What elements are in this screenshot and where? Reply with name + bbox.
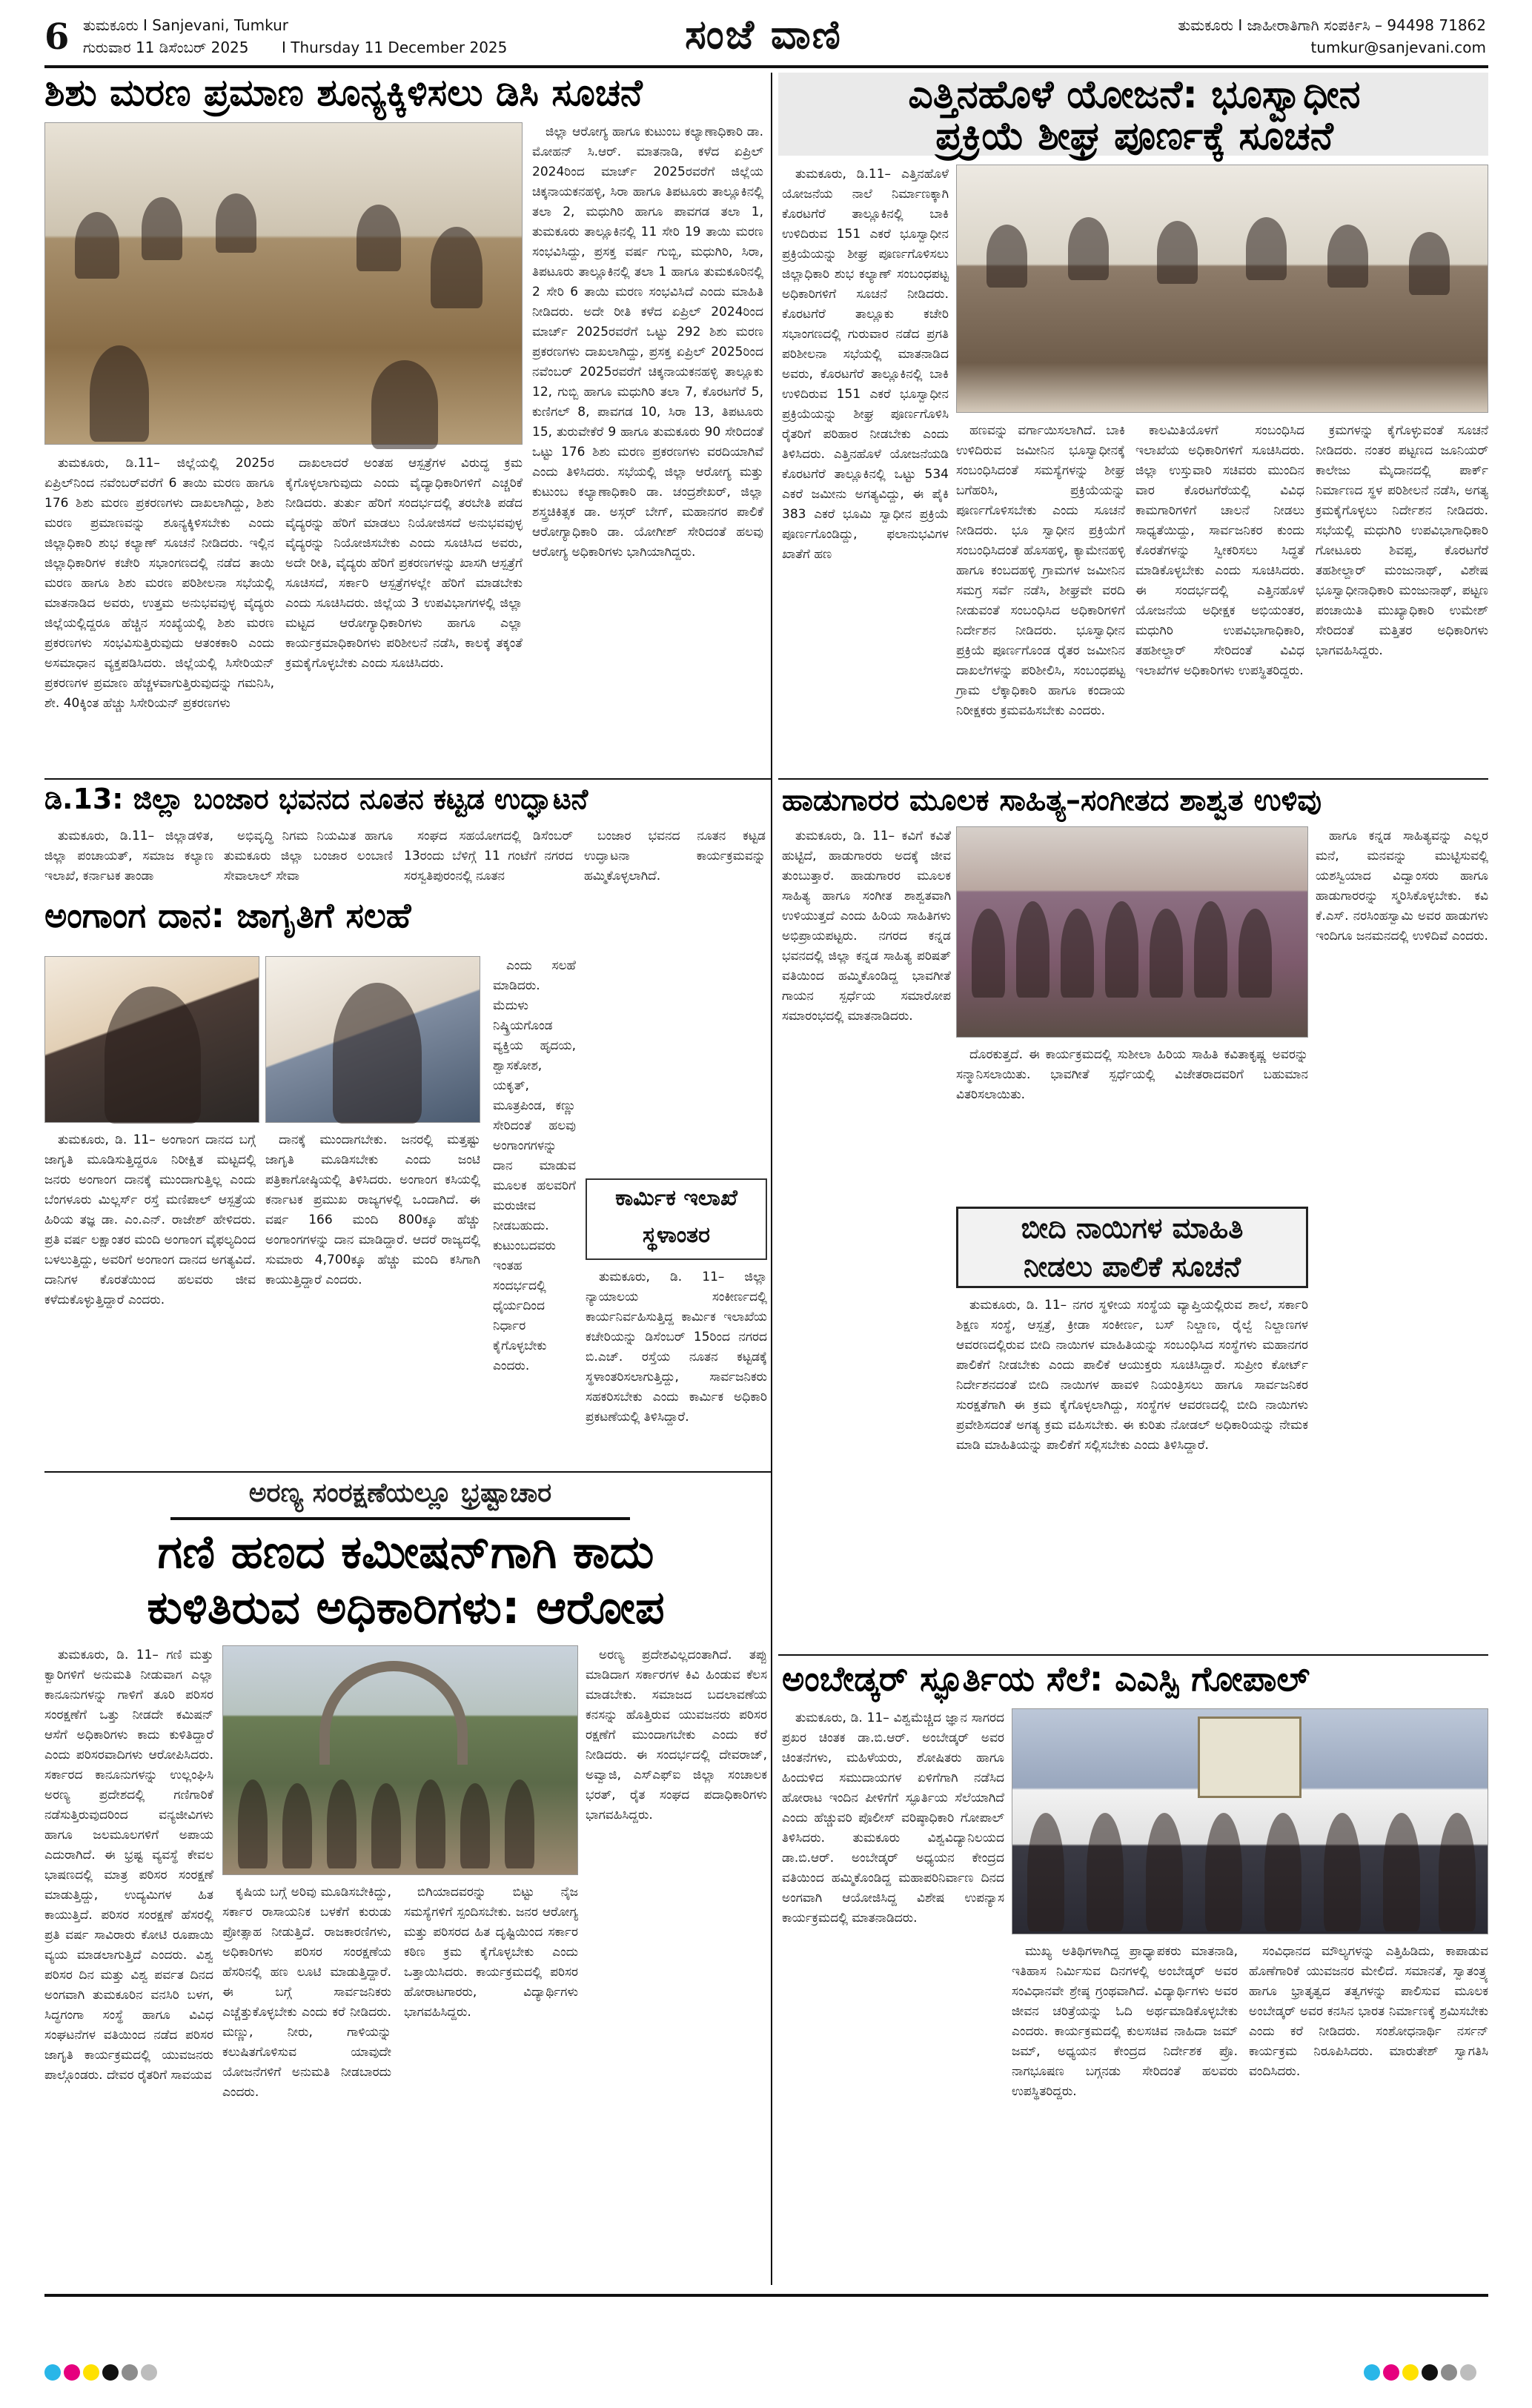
forest-kicker-wrap <box>170 1479 630 1520</box>
doctor-photo-2 <box>265 956 480 1123</box>
karmika-body: ತುಮಕೂರು, ಡಿ. 11– ಜಿಲ್ಲಾ ನ್ಯಾಯಾಲಯ ಸಂಕೀರ್ಣದಲ್ಲಿ ಕಾರ್ಯನಿರ್ವಹಿಸುತ್ತಿದ್ದ ಕಾರ್ಮಿಕ ಇಲಾಖೆಯ ಕಚೇರಿಯನ್ನು ಡಿಸೆಂಬರ್ 15ರಿಂದ ನಗರದ ಬಿ.ಎಚ್. ರಸ್ತೆಯ ನೂತನ ಕಟ್ಟಡಕ್ಕೆ ಸ್ಥಳಾಂತರಿಸಲಾಗುತ್ತಿದ್ದು, ಸಾರ್ವಜನಿಕರು ಸಹಕರಿಸಬೇಕು ಎಂದು ಕಾರ್ಮಿಕ ಅಧಿಕಾರಿ ಪ್ರಕಟಣೆಯಲ್ಲಿ ತಿಳಿಸಿದ್ದಾರೆ. <box>586 1270 767 1424</box>
singers-col2: ದೊರಕುತ್ತದೆ. ಈ ಕಾರ್ಯಕ್ರಮದಲ್ಲಿ ಸುಶೀಲಾ ಹಿರಿಯ ಸಾಹಿತಿ ಕವಿತಾಕೃಷ್ಣ ಅವರನ್ನು ಸನ್ಮಾನಿಸಲಾಯಿತು. ಭಾವಗೀತೆ ಸ್ಪರ್ಧೆಯಲ್ಲಿ ವಿಜೇತರಾದವರಿಗೆ ಬಹುಮಾನ ವಿತರಿಸಲಾಯಿತು. <box>956 1047 1308 1102</box>
meeting-photo <box>44 122 523 445</box>
masthead-rule <box>44 65 1488 68</box>
logo-text: ಸಂಜೆ ವಾಣಿ <box>685 10 842 58</box>
banjara-headline: ಡಿ.13: ಜಿಲ್ಲಾ ಬಂಜಾರ ಭವನದ ನೂತನ ಕಟ್ಟಡ ಉದ್ಘಾಟನೆ <box>44 783 588 815</box>
masthead-right <box>1060 15 1486 36</box>
ad-contact: I ಜಾಹೀರಾತಿಗಾಗಿ ಸಂಪರ್ಕಿಸಿ – 94498 71862 <box>1238 16 1486 34</box>
ettinahole-col2: ಹಣವನ್ನು ವರ್ಗಾಯಿಸಲಾಗಿದೆ. ಬಾಕಿ ಉಳಿದಿರುವ ಜಮೀನಿನ ಭೂಸ್ವಾಧೀನಕ್ಕೆ ಸಂಬಂಧಿಸಿದಂತೆ ಸಮಸ್ಯೆಗಳನ್ನು ಶೀಘ್ರ ಬಗೆಹರಿಸಿ, ಪ್ರಕ್ರಿಯೆಯನ್ನು ಪೂರ್ಣಗೊಳಿಸಬೇಕು ಎಂದು ಸೂಚನೆ ನೀಡಿದರು. ಭೂ ಸ್ವಾಧೀನ ಪ್ರಕ್ರಿಯೆಗೆ ಸಂಬಂಧಿಸಿದಂತೆ ಹೊಸಹಳ್ಳಿ, ಕ್ಯಾಮೇನಹಳ್ಳಿ ಹಾಗೂ ಕಂಬದಹಳ್ಳಿ ಗ್ರಾಮಗಳ ಜಮೀನಿನ ಸಮಗ್ರ ಸರ್ವೆ ನಡೆಸಿ, ಶೀಘ್ರವೇ ವರದಿ ನೀಡುವಂತೆ ಸಂಬಂಧಿಸಿದ ಅಧಿಕಾರಿಗಳಿಗೆ ನಿರ್ದೇಶನ ನೀಡಿದರು. ಭೂಸ್ವಾಧೀನ ಪ್ರಕ್ರಿಯೆ ಪೂರ್ಣಗೊಂಡ ರೈತರ ಜಮೀನಿನ ದಾಖಲೆಗಳನ್ನು ಪರಿಶೀಲಿಸಿ, ಸಂಬಂಧಪಟ್ಟ ಗ್ರಾಮ ಲೆಕ್ಕಾಧಿಕಾರಿ ಹಾಗೂ ಕಂದಾಯ ನಿರೀಕ್ಷಕರು ಕ್ರಮವಹಿಸಬೇಕು ಎಂದರು. <box>956 423 1125 718</box>
infant-col3: ಜಿಲ್ಲಾ ಆರೋಗ್ಯ ಹಾಗೂ ಕುಟುಂಬ ಕಲ್ಯಾಣಾಧಿಕಾರಿ ಡಾ. ಮೋಹನ್ ಸಿ.ಆರ್. ಮಾತನಾಡಿ, ಕಳೆದ ಏಪ್ರಿಲ್ 2024ರಿಂದ ಮಾರ್ಚ್ 2025ರವರೆಗೆ ಜಿಲ್ಲೆಯ ಚಿಕ್ಕನಾಯಕನಹಳ್ಳಿ, ಸಿರಾ ಹಾಗೂ ತಿಪಟೂರು ತಾಲ್ಲೂಕಿನಲ್ಲಿ ತಲಾ 2, ಮಧುಗಿರಿ ಹಾಗೂ ಪಾವಗಡ ತಲಾ 1, ತುಮಕೂರು ತಾಲ್ಲೂಕಿನಲ್ಲಿ 11 ಸೇರಿ 19 ತಾಯಿ ಮರಣ ಸಂಭವಿಸಿದ್ದು, ಪ್ರಸಕ್ತ ವರ್ಷ ಗುಬ್ಬಿ, ಮಧುಗಿರಿ, ಸಿರಾ, ತಿಪಟೂರು ತಾಲ್ಲೂಕಿನಲ್ಲಿ ತಲಾ 1 ಹಾಗೂ ತುಮಕೂರಿನಲ್ಲಿ 2 ಸೇರಿ 6 ತಾಯಿ ಮರಣ ಸಂಭವಿಸಿದೆ ಎಂದು ಮಾಹಿತಿ ನೀಡಿದರು. ಅದೇ ರೀತಿ ಕಳೆದ ಏಪ್ರಿಲ್ 2024ರಿಂದ ಮಾರ್ಚ್ 2025ರವರೆಗೆ ಒಟ್ಟು 292 ಶಿಶು ಮರಣ ಪ್ರಕರಣಗಳು ದಾಖಲಾಗಿದ್ದು, ಪ್ರಸಕ್ತ ಏಪ್ರಿಲ್ 2025ರಿಂದ ನವೆಂಬರ್ 2025ರವರೆಗೆ ಚಿಕ್ಕನಾಯಕನಹಳ್ಳಿ ತಾಲ್ಲೂಕು 12, ಗುಬ್ಬಿ ಹಾಗೂ ಮಧುಗಿರಿ ತಲಾ 7, ಕೊರಟಗೆರೆ 5, ಕುಣಿಗಲ್ 8, ಪಾವಗಡ 10, ಸಿರಾ 13, ತಿಪಟೂರು 15, ತುರುವೇಕೆರೆ 9 ಹಾಗೂ ತುಮಕೂರು 90 ಸೇರಿದಂತೆ ಒಟ್ಟು 176 ಶಿಶು ಮರಣ ಪ್ರಕರಣಗಳು ವರದಿಯಾಗಿವೆ ಎಂದು ತಿಳಿಸಿದರು. ಸಭೆಯಲ್ಲಿ ಜಿಲ್ಲಾ ಆರೋಗ್ಯ ಮತ್ತು ಕುಟುಂಬ ಕಲ್ಯಾಣಾಧಿಕಾರಿ ಡಾ. ಚಂದ್ರಶೇಖರ್, ಜಿಲ್ಲಾ ಶಸ್ತ್ರಚಿಕಿತ್ಸಕ ಡಾ. ಅಸ್ಗರ್ ಬೇಗ್, ಮಹಾನಗರ ಪಾಲಿಕೆ ಆರೋಗ್ಯಾಧಿಕಾರಿ ಡಾ. ಯೋಗೀಶ್ ಸೇರಿದಂತೆ ಹಲವು ಆರೋಗ್ಯ ಅಧಿಕಾರಿಗಳು ಭಾಗಿಯಾಗಿದ್ದರು. <box>532 125 763 560</box>
ambedkar-headline: ಅಂಬೇಡ್ಕರ್ ಸ್ಫೂರ್ತಿಯ ಸೆಲೆ: ಎಎಸ್ಪಿ ಗೋಪಾಲ್ <box>782 1659 1310 1699</box>
organ-col2: ದಾನಕ್ಕೆ ಮುಂದಾಗಬೇಕು. ಜನರಲ್ಲಿ ಮತ್ತಷ್ಟು ಜಾಗೃತಿ ಮೂಡಿಸಬೇಕು ಎಂದು ಜಂಟಿ ಪತ್ರಿಕಾಗೋಷ್ಠಿಯಲ್ಲಿ ತಿಳಿಸಿದರು. ಅಂಗಾಂಗ ಕಸಿಯಲ್ಲಿ ಕರ್ನಾಟಕ ಪ್ರಮುಖ ರಾಜ್ಯಗಳಲ್ಲಿ ಒಂದಾಗಿದೆ. ಈ ವರ್ಷ 166 ಮಂದಿ 800ಕ್ಕೂ ಹೆಚ್ಚು ಅಂಗಾಂಗಗಳನ್ನು ದಾನ ಮಾಡಿದ್ದಾರೆ. ಆದರೆ ರಾಜ್ಯದಲ್ಲಿ ಸುಮಾರು 4,700ಕ್ಕೂ ಹೆಚ್ಚು ಮಂದಿ ಕಸಿಗಾಗಿ ಕಾಯುತ್ತಿದ್ದಾರೆ ಎಂದರು. <box>265 1132 480 1287</box>
karmika-headline-box <box>586 1178 767 1260</box>
infant-headline: ಶಿಶು ಮರಣ ಪ್ರಮಾಣ ಶೂನ್ಯಕ್ಕಿಳಿಸಲು ಡಿಸಿ ಸೂಚನೆ <box>44 71 643 114</box>
rule-ambedkar <box>778 1654 1488 1656</box>
forest-col4: ಅರಣ್ಯ ಪ್ರದೇಶವಿಲ್ಲದಂತಾಗಿದೆ. ತಪ್ಪು ಮಾಡಿದಾಗ ಸರ್ಕಾರಗಳ ಕಿವಿ ಹಿಂಡುವ ಕೆಲಸ ಮಾಡಬೇಕು. ಸಮಾಜದ ಬದಲಾವಣೆಯ ಕನಸನ್ನು ಹೊತ್ತಿರುವ ಯುವಜನರು ಪರಿಸರ ರಕ್ಷಣೆಗೆ ಮುಂದಾಗಬೇಕು ಎಂದು ಕರೆ ನೀಡಿದರು. ಈ ಸಂದರ್ಭದಲ್ಲಿ ದೇವರಾಜ್, ಅವ್ವಾಜಿ, ಎಸ್‌ಎಫ್‌ಐ ಜಿಲ್ಲಾ ಸಂಚಾಲಕ ಭರತ್, ರೈತ ಸಂಘದ ಪದಾಧಿಕಾರಿಗಳು ಭಾಗವಹಿಸಿದ್ದರು. <box>586 1648 767 1822</box>
edition: I Sanjevani, Tumkur <box>143 16 289 34</box>
organ-col3: ಎಂದು ಸಲಹೆ ಮಾಡಿದರು. ಮೆದುಳು ನಿಷ್ಕ್ರಿಯಗೊಂಡ ವ್ಯಕ್ತಿಯ ಹೃದಯ, ಶ್ವಾಸಕೋಶ, ಯಕೃತ್, ಮೂತ್ರಪಿಂಡ, ಕಣ್ಣು ಸೇರಿದಂತೆ ಹಲವು ಅಂಗಾಂಗಗಳನ್ನು ದಾನ ಮಾಡುವ ಮೂಲಕ ಹಲವರಿಗೆ ಮರುಜೀವ ನೀಡಬಹುದು. ಕುಟುಂಬದವರು ಇಂತಹ ಸಂದರ್ಭದಲ್ಲಿ ಧೈರ್ಯದಿಂದ ನಿರ್ಧಾರ ಕೈಗೊಳ್ಳಬೇಕು ಎಂದರು. <box>493 958 576 1373</box>
newspaper-logo <box>563 10 964 62</box>
ettinahole-col3: ಕಾಲಮಿತಿಯೊಳಗೆ ಸಂಬಂಧಿಸಿದ ಇಲಾಖೆಯ ಅಧಿಕಾರಿಗಳಿಗೆ ಸೂಚಿಸಿದರು. ಜಿಲ್ಲಾ ಉಸ್ತುವಾರಿ ಸಚಿವರು ಮುಂದಿನ ವಾರ ಕೊರಟಗೆರೆಯಲ್ಲಿ ವಿವಿಧ ಕಾಮಗಾರಿಗಳಿಗೆ ಚಾಲನೆ ನೀಡಲು ಸಾಧ್ಯತೆಯಿದ್ದು, ಸಾರ್ವಜನಿಕರ ಕುಂದು ಕೊರತೆಗಳನ್ನು ಸ್ವೀಕರಿಸಲು ಸಿದ್ಧತೆ ಮಾಡಿಕೊಳ್ಳಬೇಕು ಎಂದು ಸೂಚಿಸಿದರು. ಈ ಸಂದರ್ಭದಲ್ಲಿ ಎತ್ತಿನಹೊಳೆ ಯೋಜನೆಯ ಅಧೀಕ್ಷಕ ಅಭಿಯಂತರ, ಮಧುಗಿರಿ ಉಪವಿಭಾಗಾಧಿಕಾರಿ, ತಹಶೀಲ್ದಾರ್ ಸೇರಿದಂತೆ ವಿವಿಧ ಇಲಾಖೆಗಳ ಅಧಿಕಾರಿಗಳು ಉಪಸ್ಥಿತರಿದ್ದರು. <box>1135 423 1304 678</box>
dogs-body: ತುಮಕೂರು, ಡಿ. 11– ನಗರ ಸ್ಥಳೀಯ ಸಂಸ್ಥೆಯ ವ್ಯಾಪ್ತಿಯಲ್ಲಿರುವ ಶಾಲೆ, ಸರ್ಕಾರಿ ಶಿಕ್ಷಣ ಸಂಸ್ಥೆ, ಆಸ್ಪತ್ರೆ, ಕ್ರೀಡಾ ಸಂಕೀರ್ಣ, ಬಸ್ ನಿಲ್ದಾಣ, ರೈಲ್ವೆ ನಿಲ್ದಾಣಗಳ ಆವರಣದಲ್ಲಿರುವ ಬೀದಿ ನಾಯಿಗಳ ಮಾಹಿತಿಯನ್ನು ಸಂಬಂಧಿಸಿದ ಸಂಸ್ಥೆಗಳು ಮಹಾನಗರ ಪಾಲಿಕೆಗೆ ನೀಡಬೇಕು ಎಂದು ಪಾಲಿಕೆ ಆಯುಕ್ತರು ಸೂಚಿಸಿದ್ದಾರೆ. ಸುಪ್ರೀಂ ಕೋರ್ಟ್ ನಿರ್ದೇಶನದಂತೆ ಬೀದಿ ನಾಯಿಗಳ ಹಾವಳಿ ನಿಯಂತ್ರಿಸಲು ಹಾಗೂ ಸಾರ್ವಜನಿಕರ ಸುರಕ್ಷತೆಗಾಗಿ ಈ ಕ್ರಮ ಕೈಗೊಳ್ಳಲಾಗಿದ್ದು, ಸಂಸ್ಥೆಗಳ ಆವರಣದಲ್ಲಿ ಬೀದಿ ನಾಯಿಗಳು ಪ್ರವೇಶಿಸದಂತೆ ಅಗತ್ಯ ಕ್ರಮ ವಹಿಸಬೇಕು. ಈ ಕುರಿತು ನೋಡಲ್ ಅಧಿಕಾರಿಯನ್ನು ನೇಮಕ ಮಾಡಿ ಮಾಹಿತಿಯನ್ನು ಪಾಲಿಕೆಗೆ ಸಲ್ಲಿಸಬೇಕು ಎಂದು ತಿಳಿಸಿದ್ದಾರೆ. <box>956 1298 1308 1453</box>
portrait-frame <box>1198 1717 1301 1798</box>
dogs-headline-1: ಬೀದಿ ನಾಯಿಗಳ ಮಾಹಿತಿ <box>1021 1212 1244 1244</box>
forest-col3: ಬಿಗಿಯಾದವರನ್ನು ಬಿಟ್ಟು ನೈಜ ಸಮಸ್ಯೆಗಳಿಗೆ ಸ್ಪಂದಿಸಬೇಕು. ಜನರ ಆರೋಗ್ಯ ಮತ್ತು ಪರಿಸರದ ಹಿತ ದೃಷ್ಟಿಯಿಂದ ಸರ್ಕಾರ ಕಠಿಣ ಕ್ರಮ ಕೈಗೊಳ್ಳಬೇಕು ಎಂದು ಒತ್ತಾಯಿಸಿದರು. ಕಾರ್ಯಕ್ರಮದಲ್ಲಿ ಪರಿಸರ ಹೋರಾಟಗಾರರು, ವಿದ್ಯಾರ್ಥಿಗಳು ಭಾಗವಹಿಸಿದ್ದರು. <box>404 1885 578 2020</box>
singers-col3: ಹಾಗೂ ಕನ್ನಡ ಸಾಹಿತ್ಯವನ್ನು ಎಲ್ಲರ ಮನೆ, ಮನವನ್ನು ಮುಟ್ಟಿಸುವಲ್ಲಿ ಯಶಸ್ವಿಯಾದ ವಿದ್ವಾಂಸರು ಹಾಗೂ ಹಾಡುಗಾರರನ್ನು ಸ್ಮರಿಸಿಕೊಳ್ಳಬೇಕು. ಕವಿ ಕೆ.ಎಸ್. ನರಸಿಂಹಸ್ವಾಮಿ ಅವರ ಹಾಡುಗಳು ಇಂದಿಗೂ ಜನಮನದಲ್ಲಿ ಉಳಿದಿವೆ ಎಂದರು. <box>1316 829 1488 943</box>
color-swatches-right <box>1364 2364 1479 2382</box>
dogs-headline-2: ನೀಡಲು ಪಾಲಿಕೆ ಸೂಚನೆ <box>1023 1250 1241 1283</box>
rule-forest <box>44 1471 771 1473</box>
banjara-col3: ಸಂಘದ ಸಹಯೋಗದಲ್ಲಿ ಡಿಸೆಂಬರ್ 13ರಂದು ಬೆಳಿಗ್ಗೆ 11 ಗಂಟೆಗೆ ನಗರದ ಸರಸ್ವತಿಪುರಂನಲ್ಲಿ ನೂತನ <box>404 829 573 883</box>
ambedkar-photo <box>1012 1708 1488 1934</box>
forest-col1: ತುಮಕೂರು, ಡಿ. 11– ಗಣಿ ಮತ್ತು ಕ್ವಾರಿಗಳಿಗೆ ಅನುಮತಿ ನೀಡುವಾಗ ಎಲ್ಲಾ ಕಾನೂನುಗಳನ್ನು ಗಾಳಿಗೆ ತೂರಿ ಪರಿಸರ ಸಂರಕ್ಷಣೆಗೆ ಒತ್ತು ನೀಡದೇ ಕಮಿಷನ್ ಆಸೆಗೆ ಅಧಿಕಾರಿಗಳು ಕಾದು ಕುಳಿತಿದ್ದಾರೆ ಎಂದು ಪರಿಸರವಾದಿಗಳು ಆರೋಪಿಸಿದರು. ಸರ್ಕಾರದ ಕಾನೂನುಗಳನ್ನು ಉಲ್ಲಂಘಿಸಿ ಅರಣ್ಯ ಪ್ರದೇಶದಲ್ಲಿ ಗಣಿಗಾರಿಕೆ ನಡೆಸುತ್ತಿರುವುದರಿಂದ ವನ್ಯಜೀವಿಗಳು ಹಾಗೂ ಜಲಮೂಲಗಳಿಗೆ ಅಪಾಯ ಎದುರಾಗಿದೆ. ಈ ಭ್ರಷ್ಟ ವ್ಯವಸ್ಥೆ ಕೇವಲ ಭಾಷಣದಲ್ಲಿ ಮಾತ್ರ ಪರಿಸರ ಸಂರಕ್ಷಣೆ ಮಾಡುತ್ತಿದ್ದು, ಉದ್ಯಮಿಗಳ ಹಿತ ಕಾಯುತ್ತಿದೆ. ಪರಿಸರ ಸಂರಕ್ಷಣೆ ಹೆಸರಲ್ಲಿ ಪ್ರತಿ ವರ್ಷ ಸಾವಿರಾರು ಕೋಟಿ ರೂಪಾಯಿ ವ್ಯಯ ಮಾಡಲಾಗುತ್ತಿದೆ ಎಂದರು. ವಿಶ್ವ ಪರಿಸರ ದಿನ ಮತ್ತು ವಿಶ್ವ ಪರ್ವತ ದಿನದ ಅಂಗವಾಗಿ ತುಮಕೂರಿನ ವನಸಿರಿ ಬಳಗ, ಸಿದ್ಧಗಂಗಾ ಸಂಸ್ಥೆ ಹಾಗೂ ವಿವಿಧ ಸಂಘಟನೆಗಳ ವತಿಯಿಂದ ನಡೆದ ಪರಿಸರ ಜಾಗೃತಿ ಕಾರ್ಯಕ್ರಮದಲ್ಲಿ ಯುವಜನರು ಪಾಲ್ಗೊಂಡರು. ದೇವರ ರೈತರಿಗೆ ಸಾವಯವ <box>44 1648 213 2083</box>
city-right: ತುಮಕೂರು <box>1178 16 1233 34</box>
ettinahole-photo <box>956 165 1488 413</box>
forest-headline-2: ಕುಳಿತಿರುವ ಅಧಿಕಾರಿಗಳು: ಆರೋಪ <box>147 1580 665 1634</box>
singers-photo <box>956 826 1308 1038</box>
ambedkar-col1: ತುಮಕೂರು, ಡಿ. 11– ವಿಶ್ವಮೆಚ್ಚಿದ ಜ್ಞಾನ ಸಾಗರದ ಪ್ರಖರ ಚಿಂತಕ ಡಾ.ಬಿ.ಆರ್. ಅಂಬೇಡ್ಕರ್ ಅವರ ಚಿಂತನೆಗಳು, ಮಹಿಳೆಯರು, ಶೋಷಿತರು ಹಾಗೂ ಹಿಂದುಳಿದ ಸಮುದಾಯಗಳ ಏಳಿಗೆಗಾಗಿ ನಡೆಸಿದ ಹೋರಾಟ ಇಂದಿನ ಪೀಳಿಗೆಗೆ ಸ್ಫೂರ್ತಿಯ ಸೆಲೆಯಾಗಿದೆ ಎಂದು ಹೆಚ್ಚುವರಿ ಪೊಲೀಸ್ ವರಿಷ್ಠಾಧಿಕಾರಿ ಗೋಪಾಲ್ ತಿಳಿಸಿದರು. ತುಮಕೂರು ವಿಶ್ವವಿದ್ಯಾನಿಲಯದ ಡಾ.ಬಿ.ಆರ್. ಅಂಬೇಡ್ಕರ್ ಅಧ್ಯಯನ ಕೇಂದ್ರದ ವತಿಯಿಂದ ಹಮ್ಮಿಕೊಂಡಿದ್ದ ಮಹಾಪರಿನಿರ್ವಾಣ ದಿನದ ಅಂಗವಾಗಿ ಆಯೋಜಿಸಿದ್ದ ವಿಶೇಷ ಉಪನ್ಯಾಸ ಕಾರ್ಯಕ್ರಮದಲ್ಲಿ ಮಾತನಾಡಿದರು. <box>782 1711 1004 1926</box>
page-number: 6 <box>44 16 70 58</box>
city-left: ತುಮಕೂರು <box>83 16 139 34</box>
rule-banjara <box>44 778 771 780</box>
karmika-headline-1: ಕಾರ್ಮಿಕ ಇಲಾಖೆ <box>615 1185 737 1211</box>
rule-singers <box>778 778 1488 780</box>
banjara-col1: ತುಮಕೂರು, ಡಿ.11– ಜಿಲ್ಲಾಡಳಿತ, ಜಿಲ್ಲಾ ಪಂಚಾಯತ್, ಸಮಾಜ ಕಲ್ಯಾಣ ಇಲಾಖೆ, ಕರ್ನಾಟಕ ತಾಂಡಾ <box>44 829 213 883</box>
date-english: I Thursday 11 December 2025 <box>282 39 508 56</box>
ettinahole-col1: ತುಮಕೂರು, ಡಿ.11– ಎತ್ತಿನಹೊಳೆ ಯೋಜನೆಯ ನಾಲೆ ನಿರ್ಮಾಣಕ್ಕಾಗಿ ಕೊರಟಗೆರೆ ತಾಲ್ಲೂಕಿನಲ್ಲಿ ಬಾಕಿ ಉಳಿದಿರುವ 151 ಎಕರೆ ಭೂಸ್ವಾಧೀನ ಪ್ರಕ್ರಿಯೆಯನ್ನು ಶೀಘ್ರ ಪೂರ್ಣಗೊಳಿಸಲು ಜಿಲ್ಲಾಧಿಕಾರಿ ಶುಭ ಕಲ್ಯಾಣ್ ಸಂಬಂಧಪಟ್ಟ ಅಧಿಕಾರಿಗಳಿಗೆ ಸೂಚನೆ ನೀಡಿದರು. ಕೊರಟಗೆರೆ ತಾಲ್ಲೂಕು ಕಚೇರಿ ಸಭಾಂಗಣದಲ್ಲಿ ಗುರುವಾರ ನಡೆದ ಪ್ರಗತಿ ಪರಿಶೀಲನಾ ಸಭೆಯಲ್ಲಿ ಮಾತನಾಡಿದ ಅವರು, ಕೊರಟಗೆರೆ ತಾಲ್ಲೂಕಿನಲ್ಲಿ ಬಾಕಿ ಉಳಿದಿರುವ 151 ಎಕರೆ ಭೂಸ್ವಾಧೀನ ಪ್ರಕ್ರಿಯೆಯನ್ನು ಶೀಘ್ರ ಪೂರ್ಣಗೊಳಿಸಿ ರೈತರಿಗೆ ಪರಿಹಾರ ನೀಡಬೇಕು ಎಂದು ತಿಳಿಸಿದರು. ಎತ್ತಿನಹೊಳೆ ಯೋಜನೆಯಡಿ ಕೊರಟಗೆರೆ ತಾಲ್ಲೂಕಿನಲ್ಲಿ ಒಟ್ಟು 534 ಎಕರೆ ಜಮೀನು ಅಗತ್ಯವಿದ್ದು, ಈ ಪೈಕಿ 383 ಎಕರೆ ಭೂಮಿ ಸ್ವಾಧೀನ ಪ್ರಕ್ರಿಯೆ ಪೂರ್ಣಗೊಂಡಿದ್ದು, ಫಲಾನುಭವಿಗಳ ಖಾತೆಗೆ ಹಣ <box>782 167 949 562</box>
ambedkar-col3: ಸಂವಿಧಾನದ ಮೌಲ್ಯಗಳನ್ನು ಎತ್ತಿಹಿಡಿದು, ಕಾಪಾಡುವ ಹೊಣೆಗಾರಿಕೆ ಯುವಜನರ ಮೇಲಿದೆ. ಸಮಾನತೆ, ಸ್ವಾತಂತ್ರ್ಯ ಹಾಗೂ ಭ್ರಾತೃತ್ವದ ತತ್ವಗಳನ್ನು ಪಾಲಿಸುವ ಮೂಲಕ ಅಂಬೇಡ್ಕರ್ ಅವರ ಕನಸಿನ ಭಾರತ ನಿರ್ಮಾಣಕ್ಕೆ ಶ್ರಮಿಸಬೇಕು ಎಂದು ಕರೆ ನೀಡಿದರು. ಸಂಶೋಧನಾರ್ಥಿ ನರ್ಸನ್ ಕಾರ್ಯಕ್ರಮ ನಿರೂಪಿಸಿದರು. ಮಾರುತೇಶ್ ಸ್ವಾಗತಿಸಿ ವಂದಿಸಿದರು. <box>1249 1944 1488 2079</box>
center-rule <box>771 73 772 2285</box>
forest-kicker: ಅರಣ್ಯ ಸಂರಕ್ಷಣೆಯಲ್ಲೂ ಭ್ರಷ್ಟಾಚಾರ <box>248 1478 552 1508</box>
email: tumkur@sanjevani.com <box>1310 39 1486 56</box>
color-swatches-left <box>44 2364 160 2382</box>
forest-headline-1: ಗಣಿ ಹಣದ ಕಮೀಷನ್‌ಗಾಗಿ ಕಾದು <box>157 1525 654 1579</box>
forest-col2: ಕೃಷಿಯ ಬಗ್ಗೆ ಅರಿವು ಮೂಡಿಸಬೇಕಿದ್ದು, ಸರ್ಕಾರ ರಾಸಾಯನಿಕ ಬಳಕೆಗೆ ಕುರುಡು ಪ್ರೋತ್ಸಾಹ ನೀಡುತ್ತಿದೆ. ರಾಜಕಾರಣಿಗಳು, ಅಧಿಕಾರಿಗಳು ಪರಿಸರ ಸಂರಕ್ಷಣೆಯ ಹೆಸರಿನಲ್ಲಿ ಹಣ ಲೂಟಿ ಮಾಡುತ್ತಿದ್ದಾರೆ. ಈ ಬಗ್ಗೆ ಸಾರ್ವಜನಿಕರು ಎಚ್ಚೆತ್ತುಕೊಳ್ಳಬೇಕು ಎಂದು ಕರೆ ನೀಡಿದರು. ಮಣ್ಣು, ನೀರು, ಗಾಳಿಯನ್ನು ಕಲುಷಿತಗೊಳಿಸುವ ಯಾವುದೇ ಯೋಜನೆಗಳಿಗೆ ಅನುಮತಿ ನೀಡಬಾರದು ಎಂದರು. <box>222 1885 391 2100</box>
infant-col1: ತುಮಕೂರು, ಡಿ.11– ಜಿಲ್ಲೆಯಲ್ಲಿ 2025ರ ಏಪ್ರಿಲ್‌ನಿಂದ ನವೆಂಬರ್‌ವರೆಗೆ 6 ತಾಯಿ ಮರಣ ಹಾಗೂ 176 ಶಿಶು ಮರಣ ಪ್ರಕರಣಗಳು ದಾಖಲಾಗಿದ್ದು, ಶಿಶು ಮರಣ ಪ್ರಮಾಣವನ್ನು ಶೂನ್ಯಕ್ಕಿಳಿಸಬೇಕು ಎಂದು ಜಿಲ್ಲಾಧಿಕಾರಿ ಶುಭ ಕಲ್ಯಾಣ್ ಸೂಚನೆ ನೀಡಿದರು. ಇಲ್ಲಿನ ಜಿಲ್ಲಾಧಿಕಾರಿಗಳ ಕಚೇರಿ ಸಭಾಂಗಣದಲ್ಲಿ ನಡೆದ ತಾಯಿ ಮರಣ ಹಾಗೂ ಶಿಶು ಮರಣ ಪರಿಶೀಲನಾ ಸಭೆಯಲ್ಲಿ ಮಾತನಾಡಿದ ಅವರು, ಉತ್ತಮ ಅನುಭವವುಳ್ಳ ವೈದ್ಯರು ಜಿಲ್ಲೆಯಲ್ಲಿದ್ದರೂ ಹೆಚ್ಚಿನ ಸಂಖ್ಯೆಯಲ್ಲಿ ಶಿಶು ಮರಣ ಪ್ರಕರಣಗಳು ಸಂಭವಿಸುತ್ತಿರುವುದು ಆತಂಕಕಾರಿ ಎಂದು ಅಸಮಾಧಾನ ವ್ಯಕ್ತಪಡಿಸಿದರು. ಜಿಲ್ಲೆಯಲ್ಲಿ ಸಿಸೇರಿಯನ್ ಪ್ರಕರಣಗಳ ಪ್ರಮಾಣ ಹೆಚ್ಚಳವಾಗುತ್ತಿರುವುದನ್ನು ಗಮನಿಸಿ, ಶೇ. 40ಕ್ಕಿಂತ ಹೆಚ್ಚು ಸಿಸೇರಿಯನ್ ಪ್ರಕರಣಗಳು <box>44 456 274 711</box>
date-kannada: ಗುರುವಾರ 11 ಡಿಸೆಂಬರ್ 2025 <box>83 39 249 56</box>
masthead-left <box>83 15 288 36</box>
singers-col1: ತುಮಕೂರು, ಡಿ. 11– ಕವಿಗೆ ಕವಿತೆ ಹುಟ್ಟಿದೆ, ಹಾಡುಗಾರರು ಅದಕ್ಕೆ ಜೀವ ತುಂಬುತ್ತಾರೆ. ಹಾಡುಗಾರರ ಮೂಲಕ ಸಾಹಿತ್ಯ ಹಾಗೂ ಸಂಗೀತ ಶಾಶ್ವತವಾಗಿ ಉಳಿಯುತ್ತದೆ ಎಂದು ಹಿರಿಯ ಸಾಹಿತಿಗಳು ಅಭಿಪ್ರಾಯಪಟ್ಟರು. ನಗರದ ಕನ್ನಡ ಭವನದಲ್ಲಿ ಜಿಲ್ಲಾ ಕನ್ನಡ ಸಾಹಿತ್ಯ ಪರಿಷತ್ ವತಿಯಿಂದ ಹಮ್ಮಿಕೊಂಡಿದ್ದ ಭಾವಗೀತೆ ಗಾಯನ ಸ್ಪರ್ಧೆಯ ಸಮಾರೋಪ ಸಮಾರಂಭದಲ್ಲಿ ಮಾತನಾಡಿದರು. <box>782 829 951 1024</box>
ettinahole-headline-1: ಎತ್ತಿನಹೊಳೆ ಯೋಜನೆ: ಭೂಸ್ವಾಧೀನ <box>908 73 1361 117</box>
banjara-col2: ಅಭಿವೃದ್ಧಿ ನಿಗಮ ನಿಯಮಿತ ಹಾಗೂ ತುಮಕೂರು ಜಿಲ್ಲಾ ಬಂಜಾರ ಲಂಬಾಣಿ ಸೇವಾಲಾಲ್ ಸೇವಾ <box>224 829 393 883</box>
banjara-col4: ಬಂಜಾರ ಭವನದ ನೂತನ ಕಟ್ಟಡ ಉದ್ಘಾಟನಾ ಕಾರ್ಯಕ್ರಮವನ್ನು ಹಮ್ಮಿಕೊಳ್ಳಲಾಗಿದೆ. <box>584 829 766 883</box>
doctor-photo-1 <box>44 956 259 1123</box>
organ-col3-cont <box>493 1182 576 1464</box>
organ-col1: ತುಮಕೂರು, ಡಿ. 11– ಅಂಗಾಂಗ ದಾನದ ಬಗ್ಗೆ ಜಾಗೃತಿ ಮೂಡಿಸುತ್ತಿದ್ದರೂ ನಿರೀಕ್ಷಿತ ಮಟ್ಟದಲ್ಲಿ ಜನರು ಅಂಗಾಂಗ ದಾನಕ್ಕೆ ಮುಂದಾಗುತ್ತಿಲ್ಲ ಎಂದು ಬೆಂಗಳೂರು ಮಿಲ್ಲರ್ಸ್ ರಸ್ತೆ ಮಣಿಪಾಲ್ ಆಸ್ಪತ್ರೆಯ ಹಿರಿಯ ತಜ್ಞ ಡಾ. ಎಂ.ಎನ್. ರಾಜೇಶ್ ಹೇಳಿದರು. ಪ್ರತಿ ವರ್ಷ ಲಕ್ಷಾಂತರ ಮಂದಿ ಅಂಗಾಂಗ ವೈಫಲ್ಯದಿಂದ ಬಳಲುತ್ತಿದ್ದು, ಅವರಿಗೆ ಅಂಗಾಂಗ ದಾನದ ಅಗತ್ಯವಿದೆ. ದಾನಿಗಳ ಕೊರತೆಯಿಂದ ಹಲವರು ಜೀವ ಕಳೆದುಕೊಳ್ಳುತ್ತಿದ್ದಾರೆ ಎಂದರು. <box>44 1132 256 1307</box>
footer-rule <box>44 2294 1488 2297</box>
ettinahole-col4: ಕ್ರಮಗಳನ್ನು ಕೈಗೊಳ್ಳುವಂತೆ ಸೂಚನೆ ನೀಡಿದರು. ನಂತರ ಪಟ್ಟಣದ ಜೂನಿಯರ್ ಕಾಲೇಜು ಮೈದಾನದಲ್ಲಿ ಪಾರ್ಕ್ ನಿರ್ಮಾಣದ ಸ್ಥಳ ಪರಿಶೀಲನೆ ನಡೆಸಿ, ಅಗತ್ಯ ಕ್ರಮಕೈಗೊಳ್ಳಲು ನಿರ್ದೇಶನ ನೀಡಿದರು. ಸಭೆಯಲ್ಲಿ ಮಧುಗಿರಿ ಉಪವಿಭಾಗಾಧಿಕಾರಿ ಗೋಟೂರು ಶಿವಪ್ಪ, ಕೊರಟಗೆರೆ ತಹಶೀಲ್ದಾರ್ ಮಂಜುನಾಥ್, ವಿಶೇಷ ಭೂಸ್ವಾಧೀನಾಧಿಕಾರಿ ಮಂಜುನಾಥ್, ಪಟ್ಟಣ ಪಂಚಾಯಿತಿ ಮುಖ್ಯಾಧಿಕಾರಿ ಉಮೇಶ್ ಸೇರಿದಂತೆ ಮತ್ತಿತರ ಅಧಿಕಾರಿಗಳು ಭಾಗವಹಿಸಿದ್ದರು. <box>1316 423 1488 658</box>
ettinahole-headline-2: ಪ್ರಕ್ರಿಯೆ ಶೀಘ್ರ ಪೂರ್ಣಕ್ಕೆ ಸೂಚನೆ <box>935 114 1333 159</box>
organ-headline: ಅಂಗಾಂಗ ದಾನ: ಜಾಗೃತಿಗೆ ಸಲಹೆ <box>44 895 411 935</box>
forest-group-photo <box>222 1645 578 1875</box>
dogs-headline-box <box>956 1207 1308 1288</box>
ambedkar-col2: ಮುಖ್ಯ ಅತಿಥಿಗಳಾಗಿದ್ದ ಪ್ರಾಧ್ಯಾಪಕರು ಮಾತನಾಡಿ, ಇತಿಹಾಸ ನಿರ್ಮಿಸುವ ದಿನಗಳಲ್ಲಿ ಅಂಬೇಡ್ಕರ್ ಅವರ ಸಂವಿಧಾನವೇ ಶ್ರೇಷ್ಠ ಗ್ರಂಥವಾಗಿದೆ. ವಿದ್ಯಾರ್ಥಿಗಳು ಅವರ ಜೀವನ ಚರಿತ್ರೆಯನ್ನು ಓದಿ ಅರ್ಥಮಾಡಿಕೊಳ್ಳಬೇಕು ಎಂದರು. ಕಾರ್ಯಕ್ರಮದಲ್ಲಿ ಕುಲಸಚಿವ ನಾಹಿದಾ ಜಮ್ ಜಮ್, ಅಧ್ಯಯನ ಕೇಂದ್ರದ ನಿರ್ದೇಶಕ ಪ್ರೊ. ನಾಗಭೂಷಣ ಬಗ್ಗನಡು ಸೇರಿದಂತೆ ಹಲವರು ಉಪಸ್ಥಿತರಿದ್ದರು. <box>1012 1944 1238 2099</box>
karmika-headline-2: ಸ್ಥಳಾಂತರ <box>643 1222 710 1248</box>
infant-col2: ದಾಖಲಾದರೆ ಅಂತಹ ಆಸ್ಪತ್ರೆಗಳ ವಿರುದ್ಧ ಕ್ರಮ ಕೈಗೊಳ್ಳಲಾಗುವುದು ಎಂದು ವೈದ್ಯಾಧಿಕಾರಿಗಳಿಗೆ ಎಚ್ಚರಿಕೆ ನೀಡಿದರು. ತುರ್ತು ಹೆರಿಗೆ ಸಂದರ್ಭದಲ್ಲಿ ತರಬೇತಿ ಪಡೆದ ವೈದ್ಯರನ್ನು ಹೆರಿಗೆ ಮಾಡಲು ನಿಯೋಜಿಸದೆ ಅನುಭವವುಳ್ಳ ವೈದ್ಯರನ್ನು ನಿಯೋಜಿಸಬೇಕು ಎಂದು ಸೂಚಿಸಿದ ಅವರು, ಅದೇ ರೀತಿ, ವೈದ್ಯರು ಹೆರಿಗೆ ಪ್ರಕರಣಗಳನ್ನು ಖಾಸಗಿ ಆಸ್ಪತ್ರೆಗೆ ಸೂಚಿಸದೆ, ಸರ್ಕಾರಿ ಆಸ್ಪತ್ರೆಗಳಲ್ಲೇ ಹೆರಿಗೆ ಮಾಡಬೇಕು ಎಂದು ಸೂಚಿಸಿದರು. ಜಿಲ್ಲೆಯ 3 ಉಪವಿಭಾಗಗಳಲ್ಲಿ ಜಿಲ್ಲಾ ಮಟ್ಟದ ಆರೋಗ್ಯಾಧಿಕಾರಿಗಳು ಹಾಗೂ ಎಲ್ಲಾ ಕಾರ್ಯಕ್ರಮಾಧಿಕಾರಿಗಳು ಪರಿಶೀಲನೆ ನಡೆಸಿ, ಕಾಲಕ್ಕೆ ತಕ್ಕಂತೆ ಕ್ರಮಕೈಗೊಳ್ಳಬೇಕು ಎಂದು ಸೂಚಿಸಿದರು. <box>285 456 523 671</box>
singers-headline: ಹಾಡುಗಾರರ ಮೂಲಕ ಸಾಹಿತ್ಯ–ಸಂಗೀತದ ಶಾಶ್ವತ ಉಳಿವು <box>782 783 1322 817</box>
